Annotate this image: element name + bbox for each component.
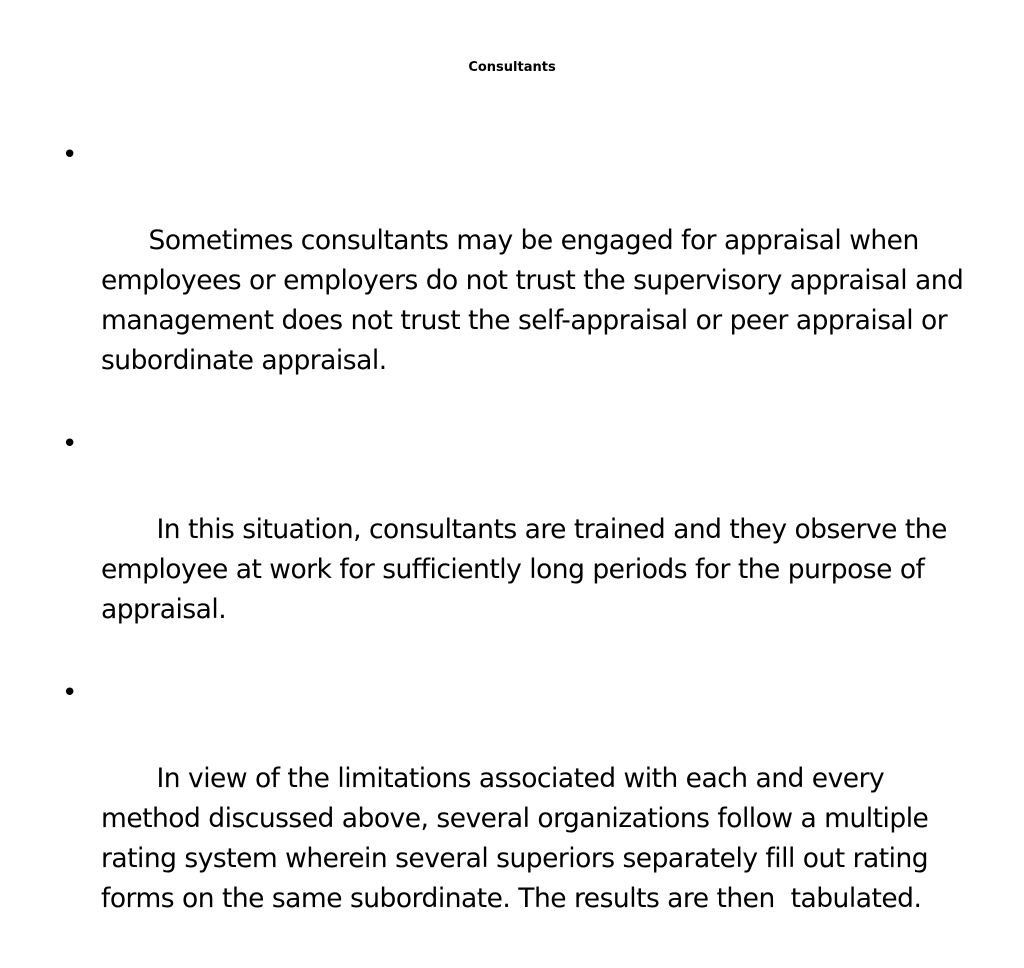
bullet-item: [62, 141, 982, 421]
bullet-dot-icon: •: [62, 140, 77, 170]
bullet-dot-icon: •: [62, 678, 77, 708]
bullet-text: In this situation, consultants are trained and they observe the employee at work for sufficiently long periods for the purpose of appraisal.: [101, 514, 955, 625]
bullet-list: [62, 141, 982, 968]
bullet-text: In view of the limitations associated with each and every method discussed above, several organizations follow a multiple rating system wherein several superiors separately fill out rating forms on the same subordinate. The results are then tabulated.: [101, 763, 937, 914]
slide-title: Consultants: [468, 60, 556, 75]
bullet-text: Sometimes consultants may be engaged for appraisal when employees or employers do not trust the supervisory appraisal and management does not trust the self-appraisal or peer appraisal or subordinate appraisal.: [101, 225, 972, 376]
bullet-item: [62, 430, 982, 670]
bullet-dot-icon: •: [62, 429, 77, 459]
bullet-item: [62, 679, 982, 959]
